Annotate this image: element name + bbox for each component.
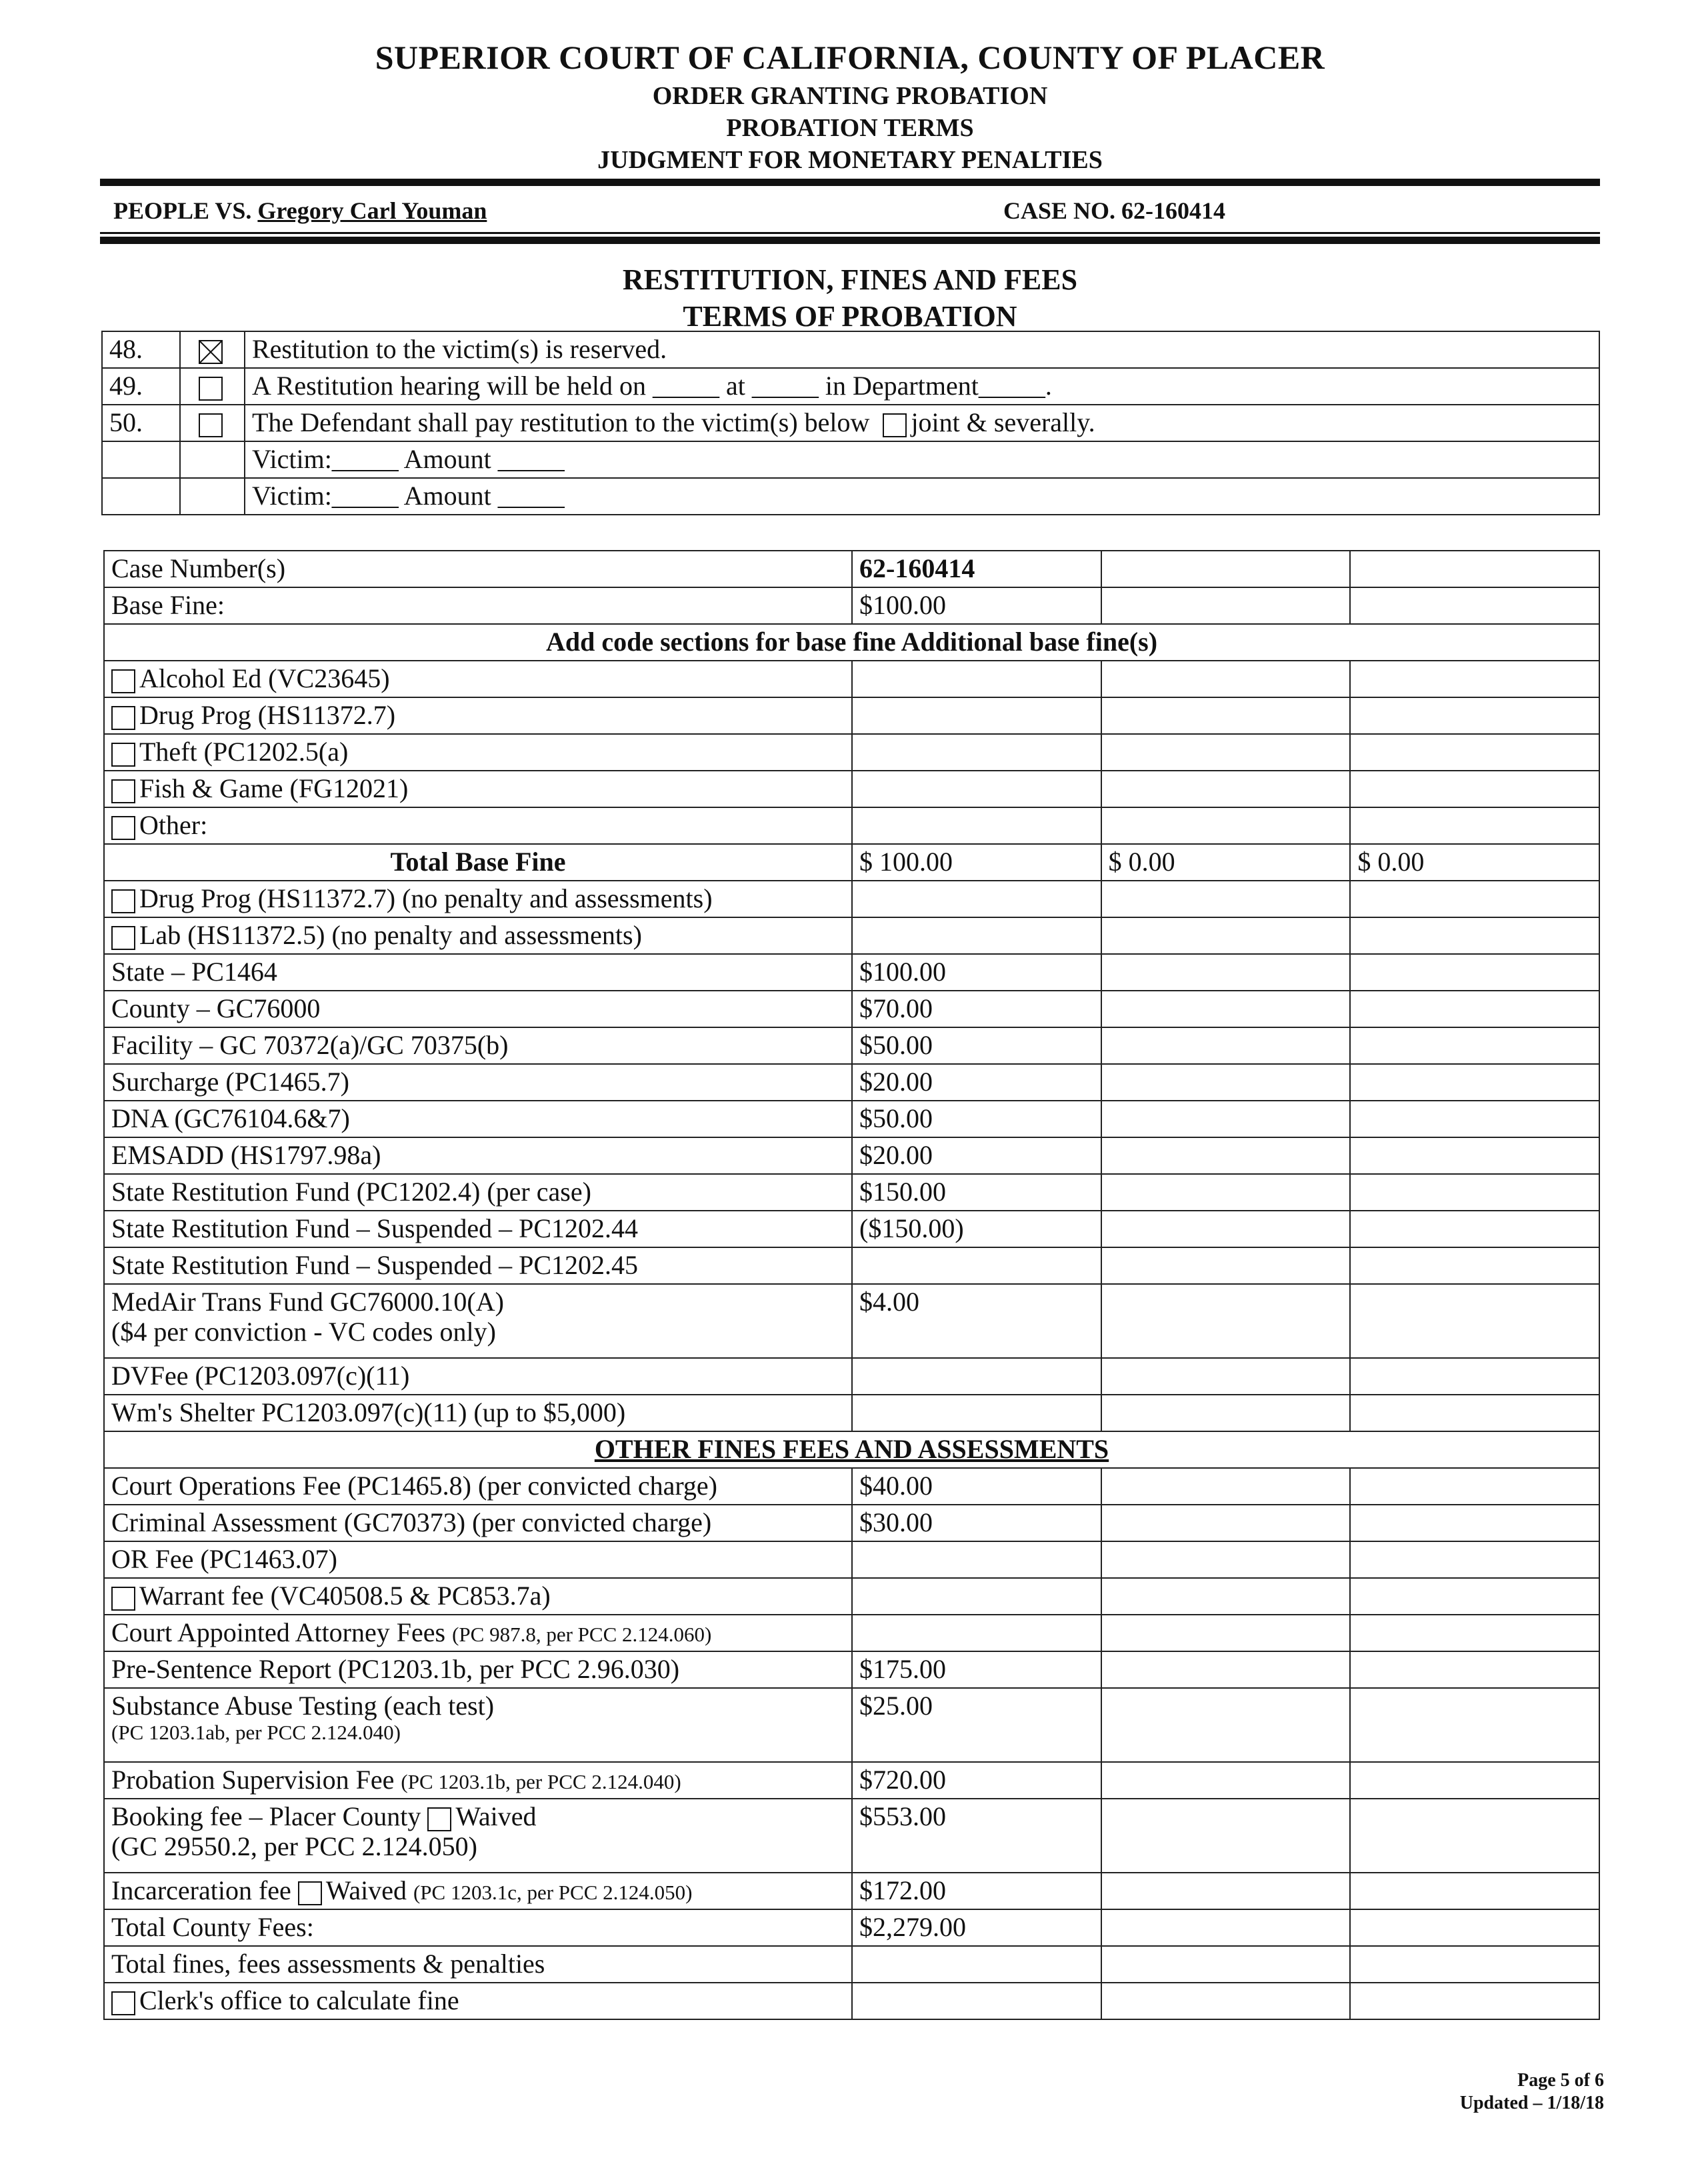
header-rule — [100, 179, 1600, 186]
restitution-hearing-checkbox[interactable] — [199, 377, 223, 401]
medair-row: MedAir Trans Fund GC76000.10(A) ($4 per conviction - VC codes only) $4.00 — [104, 1284, 1599, 1358]
case-label: CASE NO. — [1003, 197, 1116, 224]
pay-restitution-checkbox[interactable] — [199, 413, 223, 437]
incarceration-fee-row: Incarceration fee Waived (PC 1203.1c, per PCC 2.124.050) $172.00 — [104, 1873, 1599, 1909]
item-number: 49. — [102, 368, 180, 405]
victim-row — [102, 478, 1599, 515]
code-section-row: Other: — [104, 807, 1599, 844]
section-title-line-1: RESTITUTION, FINES AND FEES — [622, 263, 1078, 296]
wms-shelter-row: Wm's Shelter PC1203.097(c)(11) (up to $5,000) — [104, 1395, 1599, 1431]
case-line-rule-top — [100, 232, 1600, 234]
substance-testing-row: Substance Abuse Testing (each test) (PC 1203.1ab, per PCC 2.124.040) $25.00 — [104, 1688, 1599, 1762]
item-text: Restitution to the victim(s) is reserved. — [245, 331, 1599, 368]
warrant-fee-row: Warrant fee (VC40508.5 & PC853.7a) — [104, 1578, 1599, 1615]
clerk-calculate-checkbox[interactable] — [111, 1991, 135, 2015]
assessment-row: County – GC76000 $70.00 — [104, 991, 1599, 1027]
victim-amount: Victim:_____ Amount _____ — [245, 478, 1599, 515]
booking-fee-row: Booking fee – Placer County Waived (GC 29550.2, per PCC 2.124.050) $553.00 — [104, 1799, 1599, 1873]
total-base-fine-row: Total Base Fine $ 100.00 $ 0.00 $ 0.00 — [104, 844, 1599, 881]
case-numbers-row: Case Number(s) 62-160414 — [104, 551, 1599, 587]
code-sections-header: Add code sections for base fine Additional base fine(s) — [104, 624, 1599, 661]
header-line-3: JUDGMENT FOR MONETARY PENALTIES — [597, 146, 1103, 174]
no-penalty-row: Lab (HS11372.5) (no penalty and assessments) — [104, 917, 1599, 954]
other-checkbox[interactable] — [111, 816, 135, 840]
code-section-row: Fish & Game (FG12021) — [104, 771, 1599, 807]
drug-prog-no-penalty-checkbox[interactable] — [111, 889, 135, 913]
updated-date: Updated – 1/18/18 — [1459, 2093, 1604, 2113]
item-number: 50. — [102, 405, 180, 441]
item-text: A Restitution hearing will be held on _____ at _____ in Department_____. — [245, 368, 1599, 405]
victim-amount: Victim:_____ Amount _____ — [245, 441, 1599, 478]
court-title: SUPERIOR COURT OF CALIFORNIA, COUNTY OF PLACER — [375, 39, 1325, 76]
section-title-line-2: TERMS OF PROBATION — [683, 300, 1017, 333]
case-number-value: 62-160414 — [852, 551, 1101, 587]
alcohol-ed-checkbox[interactable] — [111, 669, 135, 693]
clerk-calculate-row: Clerk's office to calculate fine — [104, 1983, 1599, 2019]
attorney-fees-row: Court Appointed Attorney Fees (PC 987.8, per PCC 2.124.060) — [104, 1615, 1599, 1651]
restitution-reserved-checkbox[interactable] — [199, 340, 223, 364]
code-section-row: Drug Prog (HS11372.7) — [104, 697, 1599, 734]
drug-prog-checkbox[interactable] — [111, 706, 135, 730]
dv-fee-row: DVFee (PC1203.097(c)(11) — [104, 1358, 1599, 1395]
fish-game-checkbox[interactable] — [111, 779, 135, 803]
page-number: Page 5 of 6 — [1517, 2070, 1604, 2091]
victim-row — [102, 441, 1599, 478]
restitution-row-48 — [102, 331, 1599, 368]
people-vs — [113, 197, 487, 225]
case-line — [113, 197, 1587, 230]
base-fine-row: Base Fine: $100.00 — [104, 587, 1599, 624]
criminal-assessment-row: Criminal Assessment (GC70373) (per convicted charge) $30.00 — [104, 1505, 1599, 1541]
code-section-row: Alcohol Ed (VC23645) — [104, 661, 1599, 697]
incarceration-waived-checkbox[interactable] — [298, 1881, 322, 1905]
total-base-fine-1: $ 100.00 — [852, 844, 1101, 881]
defendant-name: Gregory Carl Youman — [257, 197, 487, 224]
warrant-fee-checkbox[interactable] — [111, 1587, 135, 1611]
case-line-rule — [100, 237, 1600, 244]
restitution-row-50 — [102, 405, 1599, 441]
restitution-table — [101, 331, 1600, 515]
restitution-row-49 — [102, 368, 1599, 405]
other-fines-header: OTHER FINES FEES AND ASSESSMENTS — [104, 1431, 1599, 1468]
people-prefix: PEOPLE VS. — [113, 197, 252, 224]
fines-fees-table — [103, 550, 1600, 2020]
joint-severally-label: joint & severally. — [911, 407, 1095, 438]
assessment-row: State Restitution Fund – Suspended – PC1202.44 ($150.00) — [104, 1211, 1599, 1247]
assessment-row: EMSADD (HS1797.98a) $20.00 — [104, 1137, 1599, 1174]
no-penalty-row: Drug Prog (HS11372.7) (no penalty and assessments) — [104, 881, 1599, 917]
assessment-row: Surcharge (PC1465.7) $20.00 — [104, 1064, 1599, 1101]
total-fines-row: Total fines, fees assessments & penalties — [104, 1946, 1599, 1983]
assessment-row: State Restitution Fund – Suspended – PC1202.45 — [104, 1247, 1599, 1284]
theft-checkbox[interactable] — [111, 743, 135, 767]
assessment-row: Facility – GC 70372(a)/GC 70375(b) $50.00 — [104, 1027, 1599, 1064]
lab-no-penalty-checkbox[interactable] — [111, 926, 135, 950]
document-header — [100, 35, 1600, 176]
total-base-fine-2: $ 0.00 — [1101, 844, 1351, 881]
presentence-row: Pre-Sentence Report (PC1203.1b, per PCC 2.96.030) $175.00 — [104, 1651, 1599, 1688]
code-section-row: Theft (PC1202.5(a) — [104, 734, 1599, 771]
case-number: 62-160414 — [1121, 197, 1226, 224]
section-title — [100, 261, 1600, 335]
joint-severally-checkbox[interactable] — [883, 413, 907, 437]
supervision-row: Probation Supervision Fee (PC 1203.1b, per PCC 2.124.040) $720.00 — [104, 1762, 1599, 1799]
booking-waived-checkbox[interactable] — [427, 1807, 451, 1831]
header-line-1: ORDER GRANTING PROBATION — [652, 82, 1048, 110]
total-county-fees-row: Total County Fees: $2,279.00 — [104, 1909, 1599, 1946]
base-fine-value: $100.00 — [852, 587, 1101, 624]
assessment-row: State – PC1464 $100.00 — [104, 954, 1599, 991]
assessment-row: State Restitution Fund (PC1202.4) (per case) $150.00 — [104, 1174, 1599, 1211]
court-ops-row: Court Operations Fee (PC1465.8) (per convicted charge) $40.00 — [104, 1468, 1599, 1505]
case-number-header — [1003, 197, 1225, 225]
page-footer — [1460, 2069, 1604, 2115]
item-number: 48. — [102, 331, 180, 368]
item-text: The Defendant shall pay restitution to the victim(s) below — [252, 407, 870, 438]
header-line-2: PROBATION TERMS — [726, 114, 974, 142]
assessment-row: DNA (GC76104.6&7) $50.00 — [104, 1101, 1599, 1137]
total-base-fine-3: $ 0.00 — [1350, 844, 1599, 881]
or-fee-row: OR Fee (PC1463.07) — [104, 1541, 1599, 1578]
